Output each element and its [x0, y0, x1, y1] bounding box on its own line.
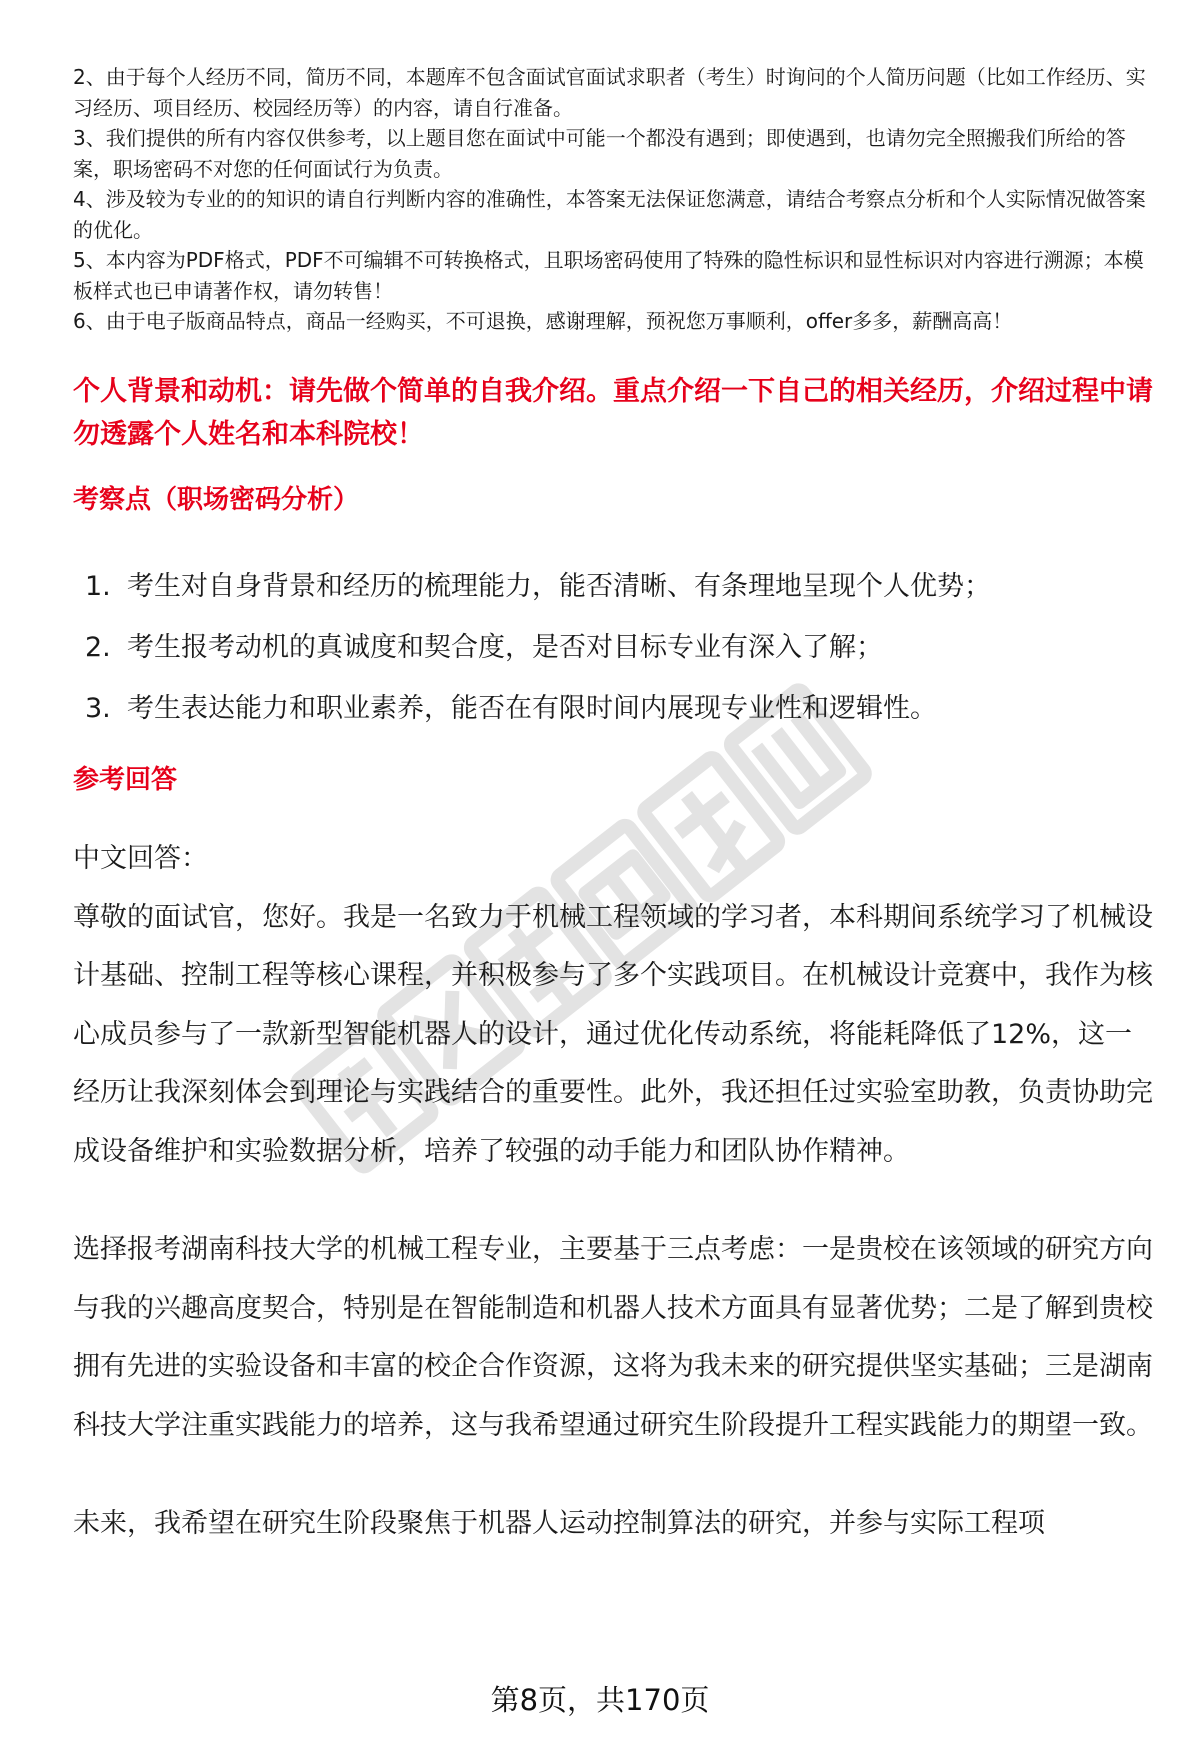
list-number: 1.: [85, 571, 111, 602]
note-item: 6、由于电子版商品特点，商品一经购买，不可退换，感谢理解，预祝您万事顺利，offer多多，薪酬高高！: [73, 309, 1013, 333]
points-heading: 考察点（职场密码分析）: [73, 485, 360, 515]
answer-lang-label: 中文回答：: [73, 843, 208, 874]
answer-body: [73, 830, 1153, 1554]
disclaimer-notes: [73, 62, 1153, 337]
answer-heading: 参考回答: [73, 765, 178, 795]
page-number-footer: 第8页，共170页: [490, 1683, 710, 1717]
question-title: 个人背景和动机：请先做个简单的自我介绍。重点介绍一下自己的相关经历，介绍过程中请勿透露个人姓名和本科院校！: [73, 376, 1153, 450]
note-item: 4、涉及较为专业的的知识的请自行判断内容的准确性，本答案无法保证您满意，请结合考察点分析和个人实际情况做答案的优化。: [73, 187, 1146, 242]
list-number: 2.: [85, 632, 111, 663]
answer-paragraph: 未来，我希望在研究生阶段聚焦于机器人运动控制算法的研究，并参与实际工程项: [73, 1508, 1045, 1539]
points-list: [85, 556, 1145, 739]
list-text: 考生对自身背景和经历的梳理能力，能否清晰、有条理地呈现个人优势；: [127, 571, 991, 602]
note-item: 2、由于每个人经历不同，简历不同，本题库不包含面试官面试求职者（考生）时询问的个人简历问题（比如工作经历、实习经历、项目经历、校园经历等）的内容，请自行准备。: [73, 65, 1146, 120]
list-text: 考生报考动机的真诚度和契合度，是否对目标专业有深入了解；: [127, 632, 883, 663]
list-number: 3.: [85, 693, 111, 724]
answer-paragraph: 选择报考湖南科技大学的机械工程专业，主要基于三点考虑：一是贵校在该领域的研究方向与我的兴趣高度契合，特别是在智能制造和机器人技术方面具有显著优势；二是了解到贵校拥有先进的实验设备和丰富的校企合作资源，这将为我未来的研究提供坚实基础；三是湖南科技大学注重实践能力的培养，这与我希望通过研究生阶段提升工程实践能力的期望一致。: [73, 1234, 1153, 1441]
note-item: 5、本内容为PDF格式，PDF不可编辑不可转换格式，且职场密码使用了特殊的隐性标识和显性标识对内容进行溯源；本模板样式也已申请著作权，请勿转售！: [73, 248, 1144, 303]
answer-paragraph: 尊敬的面试官，您好。我是一名致力于机械工程领域的学习者，本科期间系统学习了机械设计基础、控制工程等核心课程，并积极参与了多个实践项目。在机械设计竞赛中，我作为核心成员参与了一款新型智能机器人的设计，通过优化传动系统，将能耗降低了12%，这一经历让我深刻体会到理论与实践结合的重要性。此外，我还担任过实验室助教，负责协助完成设备维护和实验数据分析，培养了较强的动手能力和团队协作精神。: [73, 901, 1153, 1167]
list-text: 考生表达能力和职业素养，能否在有限时间内展现专业性和逻辑性。: [127, 693, 937, 724]
list-item: [85, 678, 1145, 739]
note-item: 3、我们提供的所有内容仅供参考，以上题目您在面试中可能一个都没有遇到；即使遇到，也请勿完全照搬我们所给的答案，职场密码不对您的任何面试行为负责。: [73, 126, 1126, 181]
list-item: [85, 617, 1145, 678]
list-item: [85, 556, 1145, 617]
